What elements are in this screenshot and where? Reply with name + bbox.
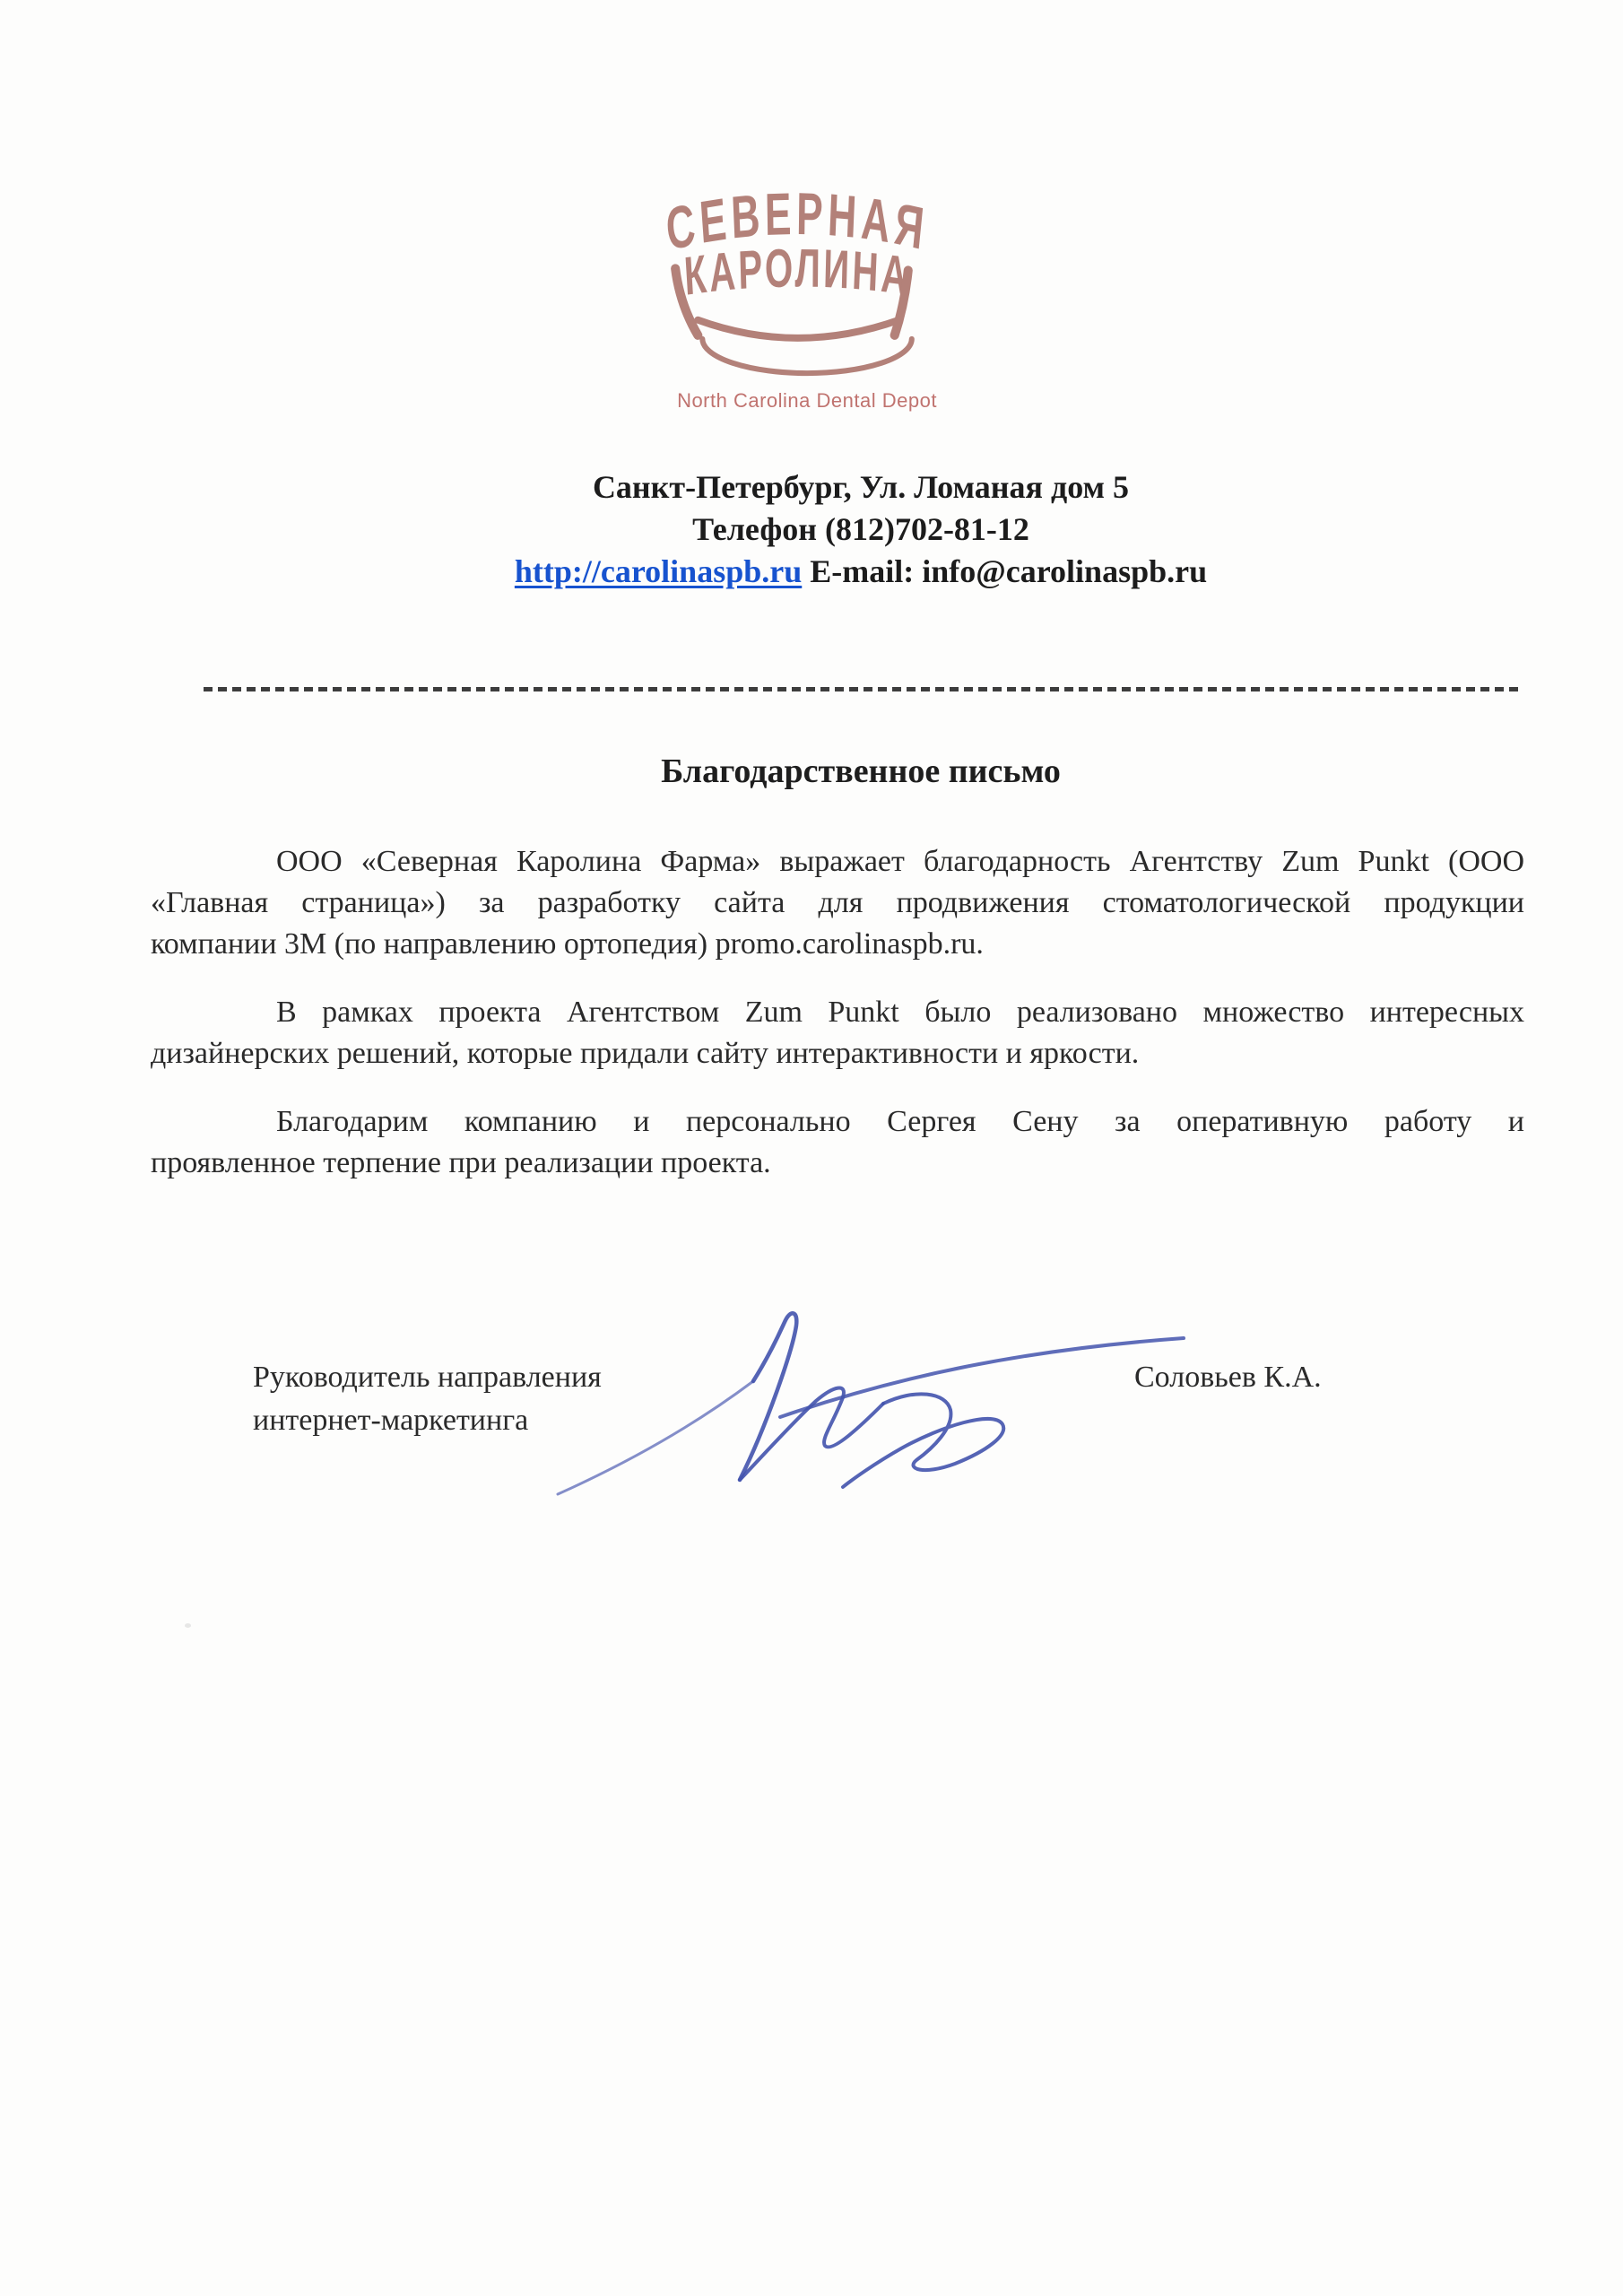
contacts-line xyxy=(206,551,1515,593)
address-line: Санкт-Петербург, Ул. Ломаная дом 5 xyxy=(592,469,1130,505)
email-text: E-mail: info@carolinaspb.ru xyxy=(802,553,1208,589)
scan-speck xyxy=(185,1623,191,1628)
crown-bowl-icon xyxy=(702,339,911,373)
crown-rim-icon xyxy=(698,320,898,338)
body-line: проявленное терпение при реализации проекта. xyxy=(151,1146,771,1179)
website-link[interactable]: http://carolinaspb.ru xyxy=(514,553,803,589)
paragraph xyxy=(151,992,1524,1074)
letterhead-address-block xyxy=(206,466,1515,593)
paragraph xyxy=(151,1101,1524,1184)
logo-tagline: North Carolina Dental Depot xyxy=(677,389,937,412)
phone-line: Телефон (812)702-81-12 xyxy=(692,511,1029,547)
body-line: Благодарим компанию и персонально Сергея Сену за оперативную работу и xyxy=(276,1105,1524,1138)
body-line: «Главная страница») за разработку сайта для продвижения стоматологической продукции xyxy=(151,886,1524,919)
signer-role-line2: интернет-маркетинга xyxy=(253,1404,529,1437)
signature-scribble xyxy=(538,1292,1219,1552)
body-line: дизайнерских решений, которые придали сайту интерактивности и яркости. xyxy=(151,1037,1140,1070)
body-line: компании 3М (по направлению ортопедия) promo.carolinaspb.ru. xyxy=(151,927,984,961)
letter-body xyxy=(151,841,1524,1211)
signer-role-line1: Руководитель направления xyxy=(253,1361,602,1394)
dashed-separator xyxy=(204,687,1518,691)
body-line: ООО «Северная Каролина Фарма» выражает благодарность Агентству Zum Punkt (ООО xyxy=(276,845,1524,878)
logo-arc-text-1: СЕВЕРНАЯ xyxy=(663,188,932,264)
body-line: В рамках проекта Агентством Zum Punkt было реализовано множество интересных xyxy=(276,996,1524,1029)
paragraph xyxy=(151,841,1524,965)
company-logo xyxy=(653,188,942,384)
crown-logo-graphic xyxy=(653,188,942,384)
logo-arc-text-2: КАРОЛИНА xyxy=(682,238,912,307)
letter-title: Благодарственное письмо xyxy=(661,752,1061,790)
signer-name: Соловьев К.А. xyxy=(1134,1361,1322,1394)
